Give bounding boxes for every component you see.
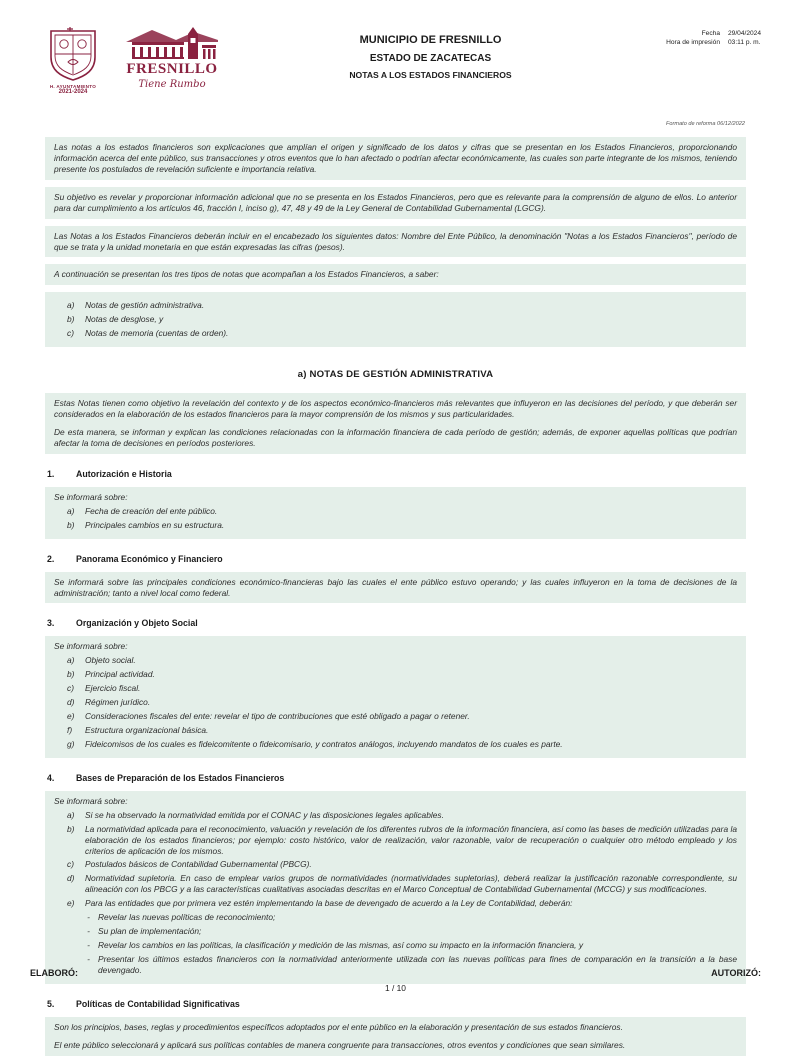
intro-paragraph: Las notas a los estados financieros son explicaciones que amplían el origen y significado de los datos y cifras que se presentan en los Estados Financieros, proporcionando información acerca del ente público, sus transacciones y otros eventos que lo han afectado o podrían afectar económicamente, las cuales son parte integrante de los mismos, teniendo presente los postulados de revelación suficiente e importancia relativa. <box>45 137 746 180</box>
list-text: Postulados básicos de Contabilidad Gubernamental (PBCG). <box>85 859 312 870</box>
list-marker: d) <box>67 873 75 884</box>
list-item <box>54 328 737 339</box>
note-types-list <box>45 292 746 347</box>
section-4-heading <box>47 773 746 783</box>
bullet-marker: - <box>87 939 90 950</box>
section-number: 3. <box>47 618 55 629</box>
section-1-content <box>45 487 746 539</box>
header-logos <box>42 24 232 95</box>
crest-caption: H. AYUNTAMIENTO <box>49 84 97 89</box>
lead-text: Se informará sobre: <box>54 641 128 652</box>
list-marker: b) <box>67 519 75 530</box>
paragraph: Son los principios, bases, reglas y procedimientos específicos adoptados por el ente público en la elaboración y presentación de sus estados financieros. <box>54 1021 623 1032</box>
list-marker: g) <box>67 738 75 749</box>
document-body <box>0 127 791 1056</box>
list-text: Notas de desglose, y <box>85 314 164 325</box>
autorizo-label: AUTORIZÓ: <box>711 968 761 978</box>
section-5-content <box>45 1017 746 1056</box>
section-5-heading <box>47 999 746 1009</box>
list-marker: f) <box>67 724 73 735</box>
print-meta <box>629 24 761 46</box>
list-text: Principales cambios en su estructura. <box>85 519 225 530</box>
list-text: La normatividad aplicada para el reconocimiento, valuación y revelación de los diferentes rubros de la información financiera, así como las bases de medición utilizadas para la elaboración de los estados financieros; por ejemplo: costo histórico, valor de realización, valor razonable, valor de recuperación o cualquier otro método empleado y los criterios de aplicación de los mismos. <box>85 823 737 856</box>
list-item <box>54 898 737 909</box>
entity-title: MUNICIPIO DE FRESNILLO <box>359 34 502 46</box>
list-marker: a) <box>67 809 75 820</box>
list-marker: e) <box>67 711 75 722</box>
list-marker: e) <box>67 898 75 909</box>
section-number: 4. <box>47 772 55 783</box>
list-marker: d) <box>67 697 75 708</box>
list-item <box>54 873 737 895</box>
list-marker: b) <box>67 823 75 834</box>
list-item <box>54 300 737 311</box>
list-item <box>54 314 737 325</box>
list-marker: c) <box>67 328 74 339</box>
list-item <box>54 711 737 722</box>
list-item <box>54 859 737 870</box>
list-text: Fecha de creación del ente público. <box>85 505 218 516</box>
section-a-heading: a) NOTAS DE GESTIÓN ADMINISTRATIVA <box>297 369 494 381</box>
page-number: 1 / 10 <box>385 983 406 993</box>
list-item <box>54 683 737 694</box>
intro-paragraph: Las Notas a los Estados Financieros deberán incluir en el encabezado los siguientes datos: Nombre del Ente Público, la denominación "Notas a los Estados Financieros", período de que se trata y la unidad monetaria en que están expresadas las cifras (pesos). <box>45 226 746 258</box>
list-marker: a) <box>67 655 75 666</box>
section-title: Panorama Económico y Financiero <box>76 553 223 564</box>
bullet-marker: - <box>87 953 90 964</box>
section-3-content <box>45 636 746 757</box>
intro-paragraph: A continuación se presentan los tres tipos de notas que acompañan a los Estados Financieros, a saber: <box>45 264 746 285</box>
list-text: Consideraciones fiscales del ente: revelar el tipo de contribuciones que esté obligado a pagar o retener. <box>85 711 470 722</box>
state-title: ESTADO DE ZACATECAS <box>369 53 492 64</box>
section-2-heading <box>47 554 746 564</box>
signature-footer <box>30 968 761 978</box>
sub-bullet-item <box>54 926 737 937</box>
section-title: Autorización e Historia <box>76 468 172 479</box>
section-2-content: Se informará sobre las principales condiciones económico-financieras bajo las cuales el ente público estuvo operando; y las cuales influyeron en la toma de decisiones de la administración; tanto a nivel local como federal. <box>45 572 746 604</box>
list-text: Notas de memoria (cuentas de orden). <box>85 328 229 339</box>
section-number: 1. <box>47 468 55 479</box>
list-marker: c) <box>67 859 74 870</box>
section-1-heading <box>47 469 746 479</box>
list-text: Si se ha observado la normatividad emitida por el CONAC y las disposiciones legales aplicables. <box>85 809 444 820</box>
list-text: Objeto social. <box>85 655 136 666</box>
list-item <box>54 655 737 666</box>
bullet-text: Revelar las nuevas políticas de reconocimiento; <box>98 912 276 923</box>
list-text: Fideicomisos de los cuales es fideicomitente o fideicomisario, y contratos análogos, incluyendo mandatos de los cuales es parte. <box>85 738 563 749</box>
section-title: Políticas de Contabilidad Significativas <box>76 998 240 1009</box>
list-text: Normatividad supletoria. En caso de emplear varios grupos de normatividades (normatividades supletorias), deberá realizar la justificación razonable correspondiente, su alineación con los PBCG y a las características cualitativas asociadas descritas en el Marco Conceptual de Contabilidad Gubernamental (MCCG) y sus modificaciones. <box>85 873 737 895</box>
fresnillo-logo <box>118 24 226 90</box>
list-text: Notas de gestión administrativa. <box>85 300 205 311</box>
fresnillo-wordmark: FRESNILLO <box>126 61 218 77</box>
list-item <box>54 810 737 821</box>
section-number: 2. <box>47 553 55 564</box>
section-title: Organización y Objeto Social <box>76 618 198 629</box>
paragraph: Estas Notas tienen como objetivo la revelación del contexto y de los aspectos económico-financieros más relevantes que influyeron en las decisiones del período, y que deberán ser considerados en la elaboración de los estados financieros para la mayor comprensión de los mismos y sus particularidades. <box>54 398 737 420</box>
list-marker: a) <box>67 505 75 516</box>
fresnillo-tagline: Tiene Rumbo <box>138 79 206 90</box>
list-item <box>54 669 737 680</box>
sub-bullet-item <box>54 912 737 923</box>
document-title-block <box>232 24 629 80</box>
list-text: Para las entidades que por primera vez estén implementando la base de devengado de acuerdo a la Ley de Contabilidad, deberán: <box>85 898 573 909</box>
list-marker: c) <box>67 683 74 694</box>
list-text: Principal actividad. <box>85 669 155 680</box>
bullet-text: Revelar los cambios en las políticas, la clasificación y medición de las mismas, así como su impacto en la información financiera, y <box>98 939 584 950</box>
bullet-text: Su plan de implementación; <box>98 926 202 937</box>
sub-bullet-item <box>54 940 737 951</box>
monument-icon <box>118 26 226 60</box>
document-title: NOTAS A LOS ESTADOS FINANCIEROS <box>349 70 512 80</box>
fecha-label: Fecha <box>701 30 720 37</box>
list-item <box>54 824 737 857</box>
section-3-heading <box>47 618 746 628</box>
section-a-paragraphs <box>45 393 746 454</box>
list-item <box>54 506 737 517</box>
paragraph: De esta manera, se informan y explican las condiciones relacionadas con la información financiera de cada período de gestión; además, de exponer aquellas políticas que podrían afectar la toma de decisiones en períodos posteriores. <box>54 426 737 448</box>
list-item <box>54 520 737 531</box>
list-item <box>54 725 737 736</box>
document-header <box>0 0 791 95</box>
section-number: 5. <box>47 998 55 1009</box>
bullet-marker: - <box>87 912 90 923</box>
section-title: Bases de Preparación de los Estados Financieros <box>76 772 285 783</box>
list-text: Régimen jurídico. <box>85 697 151 708</box>
fecha-value: 29/04/2024 <box>727 30 761 37</box>
list-marker: b) <box>67 669 75 680</box>
lead-text: Se informará sobre: <box>54 795 128 806</box>
list-text: Ejercicio fiscal. <box>85 683 141 694</box>
hora-label: Hora de impresión <box>666 39 720 46</box>
ayuntamiento-crest-logo <box>42 24 104 95</box>
list-marker: a) <box>67 300 75 311</box>
intro-paragraph: Su objetivo es revelar y proporcionar información adicional que no se presenta en los Estados Financieros, pero que es relevante para la comprensión de alguno de ellos. Lo anterior para dar cumplimiento a los artículos 46, fracción I, inciso g), 47, 48 y 49 de la Ley General de Contabilidad Gubernamental (LGCG). <box>45 187 746 219</box>
bullet-marker: - <box>87 926 90 937</box>
hora-value: 03:11 p. m. <box>727 39 761 46</box>
section-4-content <box>45 791 746 984</box>
elaboro-label: ELABORÓ: <box>30 968 78 978</box>
list-item <box>54 739 737 750</box>
crest-years: 2021-2024 <box>58 89 88 95</box>
bullet-text: Presentar los últimos estados financieros con la normatividad anteriormente utilizada con las nuevas políticas para fines de comparación en la transición a la base devengado. <box>98 953 737 975</box>
lead-text: Se informará sobre: <box>54 491 128 502</box>
crest-shield-icon <box>42 24 104 82</box>
list-text: Estructura organizacional básica. <box>85 724 209 735</box>
paragraph: El ente público seleccionará y aplicará sus políticas contables de manera congruente para transacciones, otros eventos y condiciones que sean similares. <box>54 1039 626 1050</box>
format-reform-note: Formato de reforma 06/12/2022 <box>666 121 745 127</box>
list-item <box>54 697 737 708</box>
list-marker: b) <box>67 314 75 325</box>
